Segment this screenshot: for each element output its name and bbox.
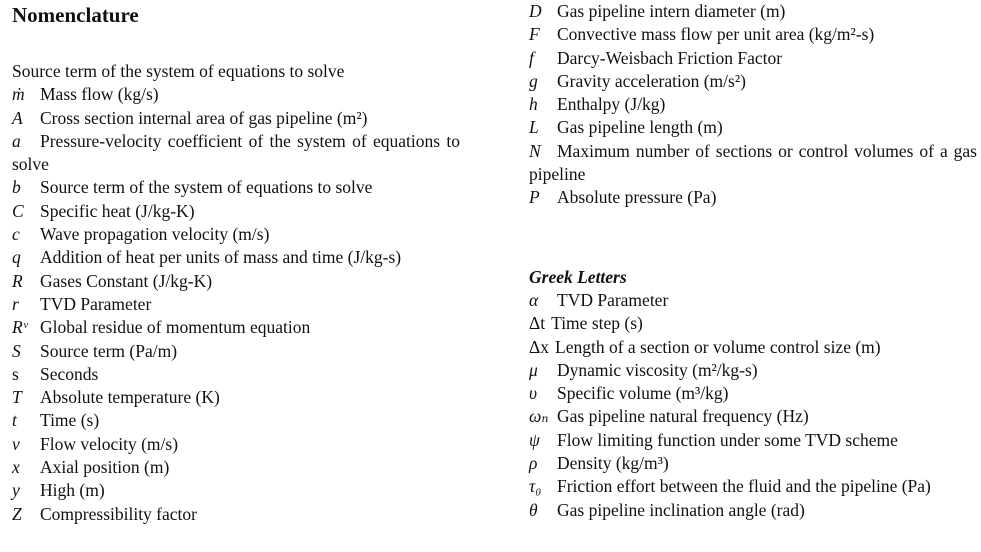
entry-symbol: g [529,70,538,91]
entry-symbol: F [529,24,540,45]
entry-description: Time (s) [40,410,100,431]
entry-description: Source term of the system of equations to solve [40,177,373,198]
left-entry [12,340,460,363]
entry-description: Density (kg/m³) [557,453,669,474]
entry-symbol: L [529,117,539,138]
entry-symbol: ρ [529,453,538,474]
entry-description: Dynamic viscosity (m²/kg-s) [557,359,758,380]
entry-symbol: D [529,1,542,21]
entry-symbol: ψ [529,429,540,450]
entry-description: Gravity acceleration (m/s²) [557,70,746,91]
greek-entry-list [529,289,977,522]
entry-symbol: r [12,293,19,314]
entry-symbol: A [12,107,23,128]
entry-description: Absolute pressure (Pa) [557,187,717,208]
left-entry [12,433,460,456]
left-entry [12,316,460,339]
greek-entry [529,405,977,428]
entry-symbol: P [529,187,540,208]
entry-description: Addition of heat per units of mass and time (J/kg-s) [40,247,402,268]
entry-symbol: q [12,247,21,268]
left-entry [12,409,460,432]
greek-entry [529,499,977,522]
greek-entry [529,429,977,452]
entry-symbol: Δx [529,336,550,357]
entry-description: Absolute temperature (K) [40,387,220,408]
right-entry [529,93,977,116]
entry-symbol: Rᵛ [12,317,28,338]
greek-entry [529,382,977,405]
entry-description: TVD Parameter [40,293,152,314]
entry-symbol: C [12,200,24,221]
entry-symbol: ṁ [12,84,25,105]
intro-line: Source term of the system of equations to solve [12,61,345,81]
left-entry-list [12,83,460,526]
entry-symbol: c [12,224,20,245]
right-column [529,0,977,522]
right-entry [529,70,977,93]
entry-description: Source term (Pa/m) [40,340,178,361]
entry-symbol: y [12,480,20,501]
entry-description: Flow limiting function under some TVD scheme [557,429,898,450]
entry-symbol: v [12,433,20,454]
entry-symbol: μ [529,359,538,380]
right-entry [529,23,977,46]
greek-entry [529,312,977,335]
right-entry [529,0,977,23]
right-entry [529,116,977,139]
entry-description: High (m) [40,480,105,501]
left-entry [12,386,460,409]
entry-symbol: h [529,94,538,115]
entry-description: TVD Parameter [557,289,669,310]
entry-symbol: R [12,270,23,291]
left-entry [12,176,460,199]
greek-entry [529,336,977,359]
entry-description: Seconds [40,363,99,384]
entry-symbol: Z [12,503,22,524]
entry-description: Cross section internal area of gas pipeline (m²) [40,107,368,128]
entry-symbol: S [12,340,21,361]
entry-description: Gas pipeline inclination angle (rad) [557,499,805,520]
right-entry [529,47,977,70]
entry-description: Axial position (m) [40,457,170,478]
entry-description: Darcy-Weisbach Friction Factor [557,47,783,68]
entry-description: Time step (s) [551,313,643,334]
entry-description: Global residue of momentum equation [40,317,311,338]
entry-symbol: υ [529,383,538,404]
left-entry [12,223,460,246]
entry-description: Gas pipeline length (m) [557,117,723,138]
entry-description: Pressure-velocity coefficient of the system of equations to solve [12,130,460,175]
greek-letters-heading: Greek Letters [529,266,627,287]
entry-description: Maximum number of sections or control volumes of a gas pipeline [529,140,977,185]
right-entry [529,140,977,187]
entry-symbol: τ₀ [529,476,542,497]
left-entry [12,130,460,177]
entry-description: Compressibility factor [40,503,197,524]
left-entry [12,270,460,293]
entry-description: Gases Constant (J/kg-K) [40,270,213,291]
entry-description: Mass flow (kg/s) [40,84,159,105]
left-entry [12,503,460,526]
page-title: Nomenclature [12,3,139,27]
entry-symbol: x [12,457,20,478]
left-entry [12,479,460,502]
left-column [12,0,460,526]
left-entry [12,200,460,223]
entry-symbol: α [529,289,539,310]
entry-description: Gas pipeline intern diameter (m) [557,1,786,21]
entry-symbol: b [12,177,21,198]
entry-description: Convective mass flow per unit area (kg/m²-s) [557,24,875,45]
entry-symbol: Δt [529,313,546,334]
entry-symbol: T [12,387,22,408]
greek-entry [529,359,977,382]
entry-symbol: f [529,47,534,68]
entry-description: Specific volume (m³/kg) [557,383,729,404]
left-entry [12,293,460,316]
entry-description: Length of a section or volume control size (m) [555,336,881,357]
entry-symbol: ωₙ [529,406,549,427]
entry-symbol: s [12,363,19,384]
entry-symbol: a [12,130,21,151]
entry-description: Friction effort between the fluid and the pipeline (Pa) [557,476,931,497]
greek-entry [529,289,977,312]
left-entry [12,107,460,130]
left-entry [12,83,460,106]
entry-symbol: t [12,410,17,431]
entry-description: Flow velocity (m/s) [40,433,179,454]
entry-description: Wave propagation velocity (m/s) [40,224,270,245]
left-entry [12,456,460,479]
entry-description: Specific heat (J/kg-K) [40,200,195,221]
right-entry [529,186,977,209]
entry-symbol: N [529,140,541,161]
entry-description: Gas pipeline natural frequency (Hz) [557,406,809,427]
entry-symbol: θ [529,499,538,520]
greek-entry [529,475,977,498]
left-entry [12,246,460,269]
greek-entry [529,452,977,475]
entry-description: Enthalpy (J/kg) [557,94,666,115]
right-entry-list [529,0,977,210]
left-entry [12,363,460,386]
